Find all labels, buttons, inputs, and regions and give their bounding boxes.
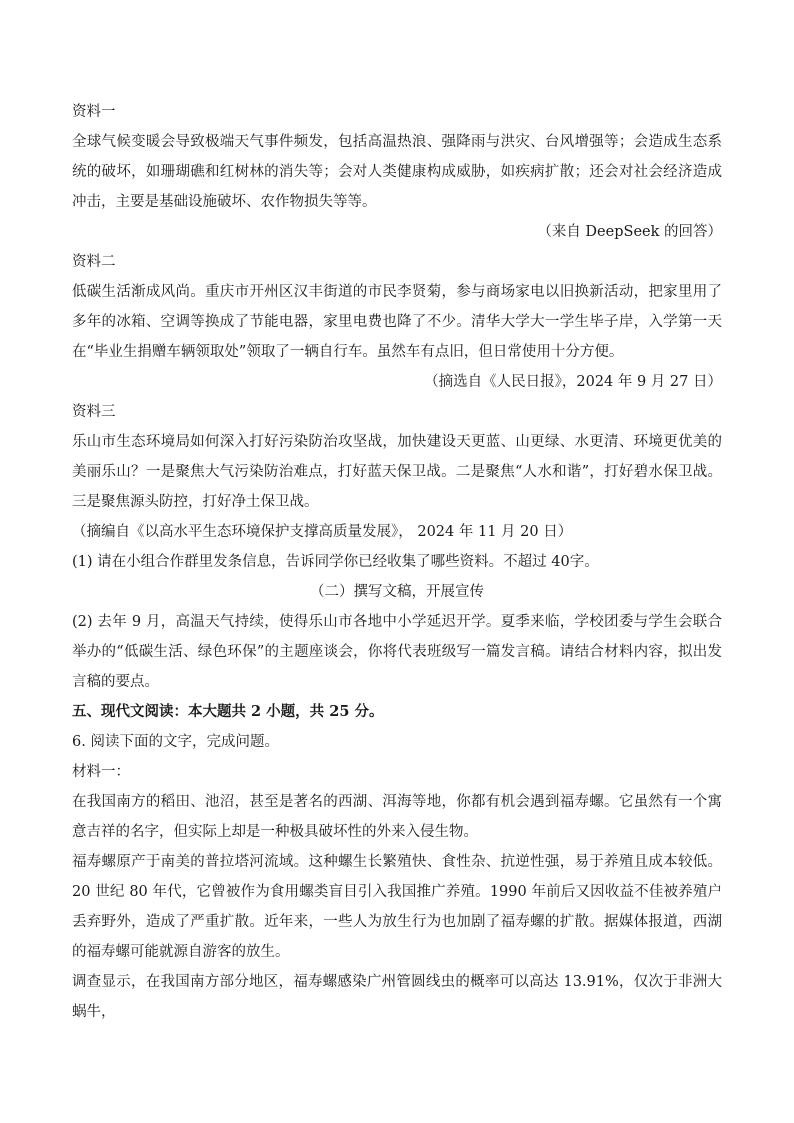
material-2-title: 资料二 — [72, 254, 116, 270]
question-6: 6. 阅读下面的文字，完成问题。 — [72, 734, 279, 750]
question-1: (1) 请在小组合作群里发条信息，告诉同学你已经收集了哪些资料。不超过 40字。 — [72, 554, 599, 570]
reading-material-1-paragraph-1: 在我国南方的稻田、池沼，甚至是著名的西湖、洱海等地，你都有机会遇到福寿螺。它虽然有一个寓意吉祥的名字，但实际上却是一种极具破坏性的外来入侵生物。 — [72, 794, 722, 840]
reading-material-1-title: 材料一： — [72, 764, 130, 780]
section-2-heading: （二）撰写文稿，开展宣传 — [310, 584, 484, 600]
document-body — [72, 97, 722, 1027]
question-2: (2) 去年 9 月，高温天气持续，使得乐山市各地中小学延迟开学。夏季来临，学校团委与学生会联合举办的“低碳生活、绿色环保”的主题座谈会，你将代表班级写一篇发言稿。请结合材料内容，拟出发言稿的要点。 — [72, 614, 722, 690]
material-3-title: 资料三 — [72, 404, 116, 420]
part-5-heading: 五、现代文阅读：本大题共 2 小题，共 25 分。 — [72, 703, 384, 720]
material-2-source: （摘选自《人民日报》，2024 年 9 月 27 日） — [424, 374, 722, 390]
material-1-text: 全球气候变暖会导致极端天气事件频发，包括高温热浪、强降雨与洪灾、台风增强等；会造成生态系统的破坏，如珊瑚礁和红树林的消失等；会对人类健康构成威胁，如疾病扩散；还会对社会经济造成冲击，主要是基础设施破坏、农作物损失等等。 — [72, 134, 722, 210]
reading-material-1-paragraph-3: 调查显示，在我国南方部分地区，福寿螺感染广州管圆线虫的概率可以高达 13.91%，仅次于非洲大蜗牛， — [72, 974, 722, 1020]
reading-material-1-paragraph-2: 福寿螺原产于南美的普拉塔河流域。这种螺生长繁殖快、食性杂、抗逆性强，易于养殖且成本较低。 20 世纪 80 年代，它曾被作为食用螺类盲目引入我国推广养殖。1990 年前后又因收益不佳被养殖户丢弃野外，造成了严重扩散。近年来，一些人为放生行为也加剧了福寿螺的扩散。据媒体报道，西湖的福寿螺可能就源自游客的放生。 — [72, 854, 722, 960]
material-1-source: （来自 DeepSeek 的回答） — [537, 224, 722, 240]
material-3-text: 乐山市生态环境局如何深入打好污染防治攻坚战，加快建设天更蓝、山更绿、水更清、环境更优美的美丽乐山？一是聚焦大气污染防治难点，打好蓝天保卫战。二是聚焦“人水和谐”，打好碧水保卫战。三是聚焦源头防控，打好净土保卫战。 — [72, 434, 722, 510]
material-1-title: 资料一 — [72, 104, 116, 120]
material-2-text: 低碳生活渐成风尚。重庆市开州区汉丰街道的市民李贤菊，参与商场家电以旧换新活动，把家里用了多年的冰箱、空调等换成了节能电器，家里电费也降了不少。清华大学大一学生毕子岸，入学第一天在“毕业生捐赠车辆领取处”领取了一辆自行车。虽然车有点旧，但日常使用十分方便。 — [72, 284, 722, 360]
material-3-source: （摘编自《以高水平生态环境保护支撑高质量发展》， 2024 年 11 月 20 日） — [72, 524, 573, 540]
